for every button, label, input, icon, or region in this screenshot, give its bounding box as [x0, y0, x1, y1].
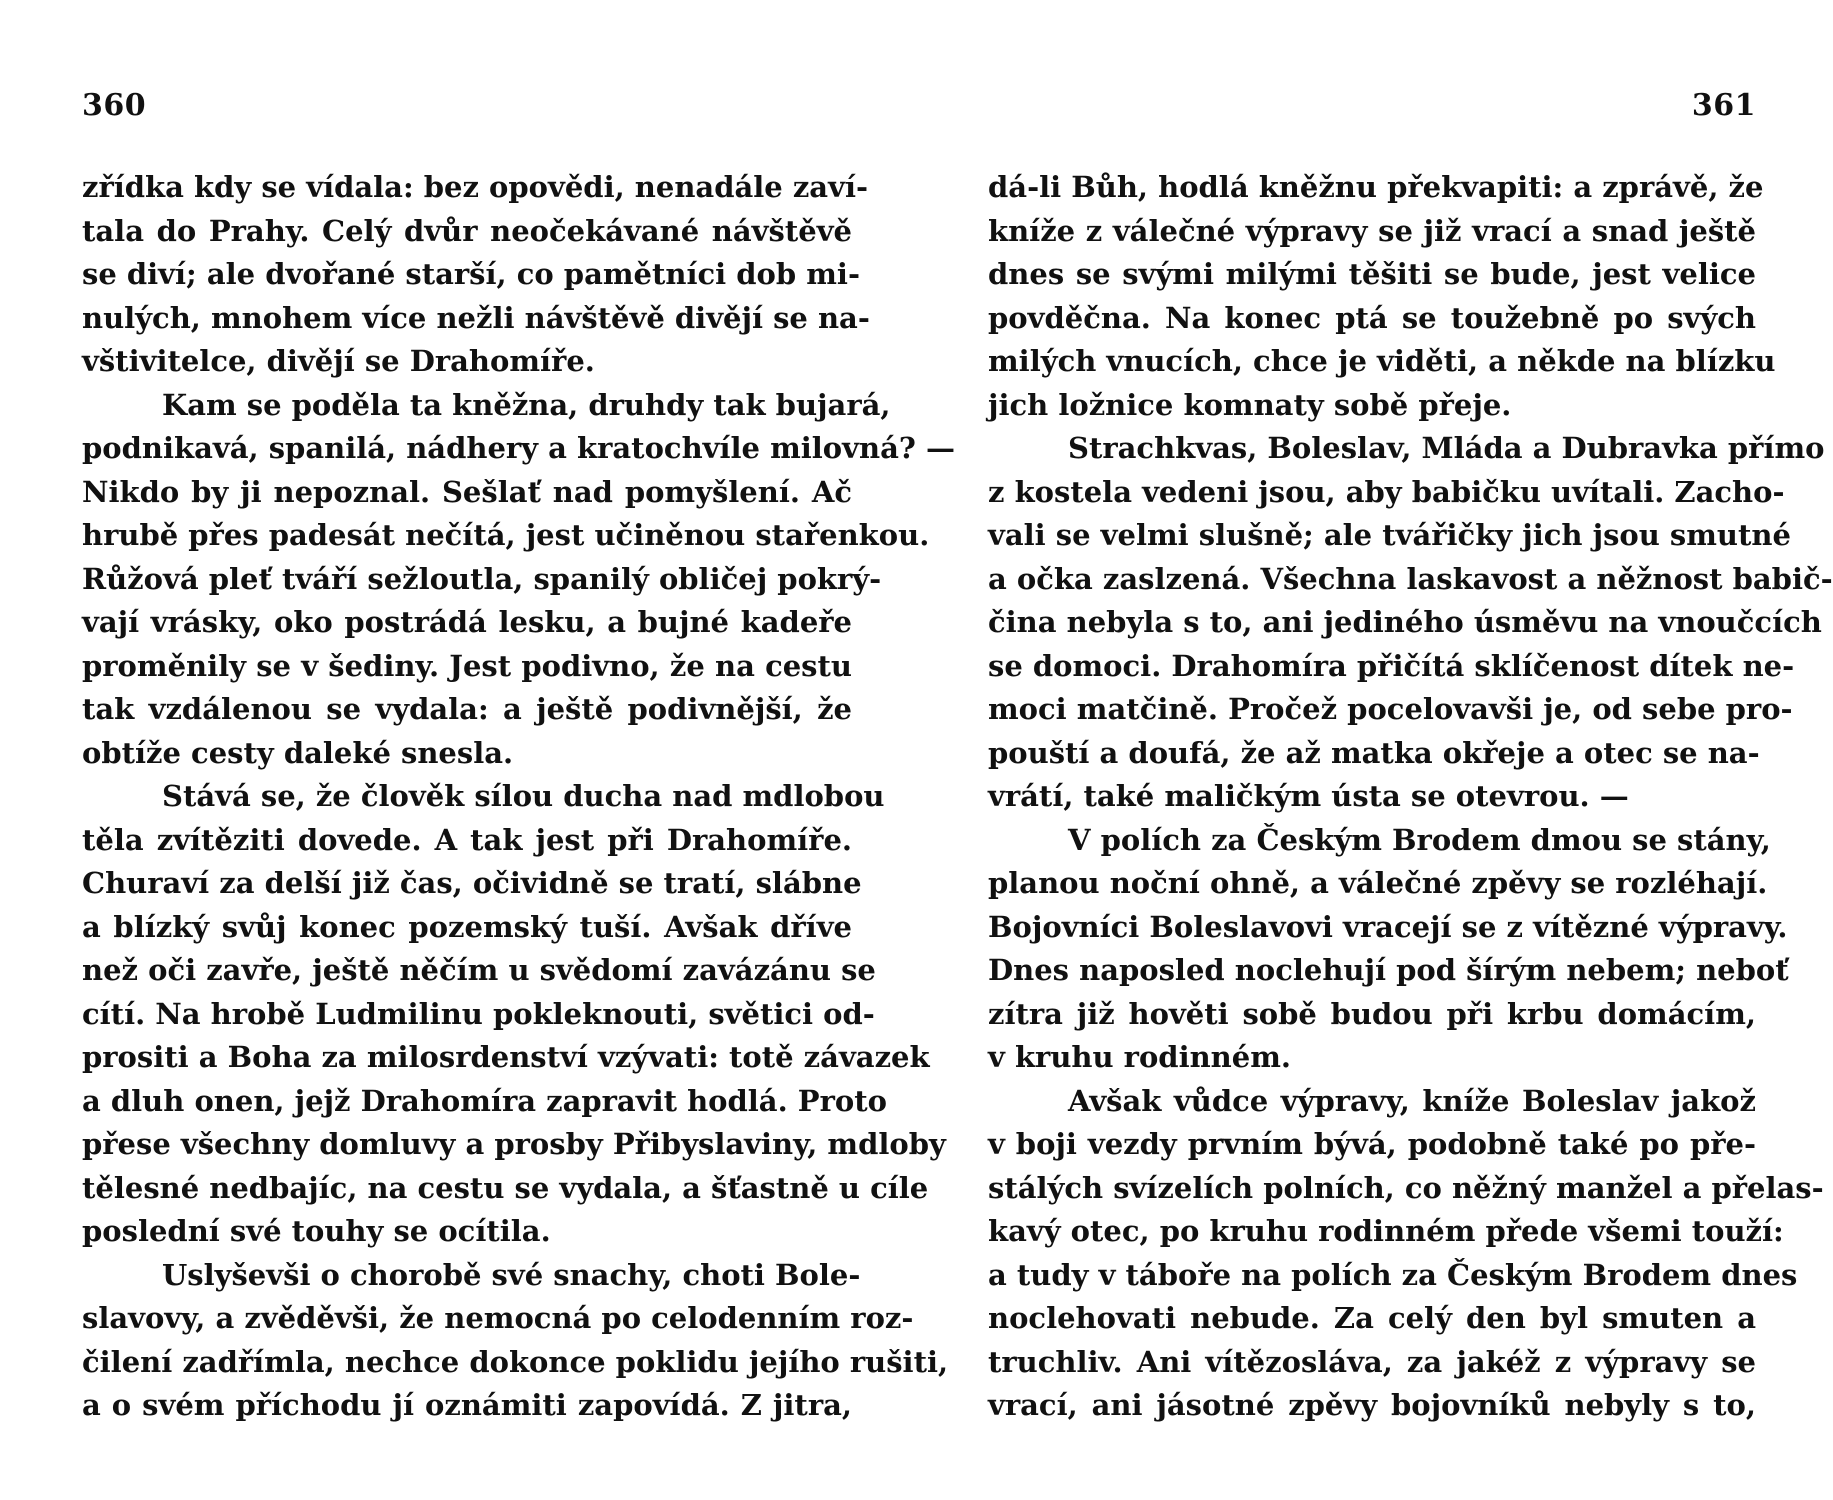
text-line: pouští a doufá, že až matka okřeje a otec se na-: [988, 735, 1760, 770]
text-line: přese všechny domluvy a prosby Přibyslaviny, mdloby: [82, 1127, 946, 1161]
text-line: čilení zadřímla, nechce dokonce poklidu jejího rušiti,: [82, 1344, 949, 1379]
text-line: Uslyševši o chorobě své snachy, choti Bole-: [162, 1257, 861, 1292]
text-line: Nikdo by ji nepoznal. Sešlať nad pomyšlení. Ač: [82, 474, 852, 509]
text-line: planou noční ohně, a válečné zpěvy se rozléhají.: [988, 866, 1768, 900]
text-line: stálých svízelích polních, co něžný manžel a přelas-: [988, 1170, 1824, 1205]
text-line: dnes se svými milými těšiti se bude, jest velice: [988, 257, 1756, 291]
text-line: a blízký svůj konec pozemský tuší. Avšak dříve: [82, 909, 852, 944]
text-line: proměnily se v šediny. Jest podivno, že na cestu: [82, 648, 852, 683]
text-line: jich ložnice komnaty sobě přeje.: [988, 387, 1512, 422]
text-line: poslední své touhy se ocítila.: [82, 1214, 551, 1248]
text-line: kavý otec, po kruhu rodinném přede všemi touží:: [988, 1214, 1784, 1248]
text-line: nulých, mnohem více nežli návštěvě divějí se na-: [82, 300, 870, 335]
text-line: vštivitelce, divějí se Drahomíře.: [82, 344, 595, 378]
page-number-left: 360: [82, 88, 147, 123]
text-line: a očka zaslzená. Všechna laskavost a něžnost babič-: [988, 561, 1833, 596]
text-line: zítra již hověti sobě budou při krbu domácím,: [988, 996, 1756, 1031]
text-line: tělesné nedbajíc, na cestu se vydala, a šťastně u cíle: [82, 1170, 929, 1205]
text-line: se diví; ale dvořané starší, co pamětníci dob mi-: [82, 257, 860, 291]
text-line: v boji vezdy prvním bývá, podobně také po pře-: [988, 1127, 1756, 1161]
text-line: Stává se, že člověk sílou ducha nad mdlobou: [162, 779, 885, 813]
text-line: hrubě přes padesát nečítá, jest učiněnou stařenkou.: [82, 518, 930, 552]
text-line: v kruhu rodinném.: [988, 1040, 1291, 1074]
text-line: Avšak vůdce výpravy, kníže Boleslav jakož: [1068, 1083, 1756, 1118]
text-line: než oči zavře, ještě něčím u svědomí zavázánu se: [82, 953, 876, 987]
text-line: dá-li Bůh, hodlá kněžnu překvapiti: a zprávě, že: [988, 170, 1764, 204]
text-line: vrátí, také maličkým ústa se otevrou. —: [988, 779, 1629, 813]
text-line: noclehovati nebude. Za celý den byl smuten a: [988, 1301, 1756, 1335]
text-line: a tudy v táboře na polích za Českým Brodem dnes: [988, 1257, 1798, 1292]
text-line: milých vnucích, chce je viděti, a někde na blízku: [988, 344, 1776, 378]
text-line: a o svém příchodu jí oznámiti zapovídá. Z jitra,: [82, 1388, 852, 1422]
page-number-right: 361: [1691, 88, 1756, 123]
text-line: prositi a Boha za milosrdenství vzývati: totě závazek: [82, 1040, 930, 1074]
text-line: Kam se poděla ta kněžna, druhdy tak bujará,: [162, 387, 891, 422]
text-line: moci matčině. Pročež pocelovavši je, od sebe pro-: [988, 692, 1793, 726]
text-line: Bojovníci Boleslavovi vracejí se z vítězné výpravy.: [988, 909, 1788, 944]
text-line: kníže z válečné výpravy se již vrací a snad ještě: [988, 213, 1756, 248]
text-line: tala do Prahy. Celý dvůr neočekávané návštěvě: [82, 213, 852, 248]
text-line: obtíže cesty daleké snesla.: [82, 735, 514, 770]
text-line: vrací, ani jásotné zpěvy bojovníků nebyly s to,: [988, 1388, 1756, 1422]
text-line: povděčna. Na konec ptá se toužebně po svých: [988, 300, 1756, 335]
text-line: truchliv. Ani vítězosláva, za jakéž z výpravy se: [988, 1344, 1756, 1379]
text-line: se domoci. Drahomíra přičítá sklíčenost dítek ne-: [988, 648, 1795, 683]
text-line: z kostela vedeni jsou, aby babičku uvítali. Zacho-: [988, 474, 1785, 509]
left-page-text: [82, 166, 955, 1428]
text-line: tak vzdálenou se vydala: a ještě podivnější, že: [82, 692, 852, 726]
text-line: těla zvítěziti dovede. A tak jest při Drahomíře.: [82, 822, 852, 857]
right-page: [988, 0, 1833, 1500]
text-line: Churaví za delší již čas, očividně se tratí, slábne: [82, 866, 862, 900]
text-line: a dluh onen, jejž Drahomíra zapravit hodlá. Proto: [82, 1083, 887, 1118]
right-page-text: [988, 166, 1833, 1428]
text-line: Růžová pleť tváří sežloutla, spanilý obličej pokrý-: [82, 561, 882, 596]
text-line: zřídka kdy se vídala: bez opovědi, nenadále zaví-: [82, 170, 869, 204]
left-page: [82, 0, 955, 1500]
text-line: čina nebyla s to, ani jediného úsměvu na vnoučcích: [988, 605, 1822, 639]
text-line: V polích za Českým Brodem dmou se stány,: [1068, 822, 1771, 857]
text-line: slavovy, a zvěděvši, že nemocná po celodenním roz-: [82, 1301, 914, 1335]
text-line: cítí. Na hrobě Ludmilinu pokleknouti, světici od-: [82, 996, 875, 1031]
text-line: Strachkvas, Boleslav, Mláda a Dubravka přímo: [1068, 431, 1825, 465]
text-line: vali se velmi slušně; ale tvářičky jich jsou smutné: [988, 518, 1791, 552]
text-line: vají vrásky, oko postrádá lesku, a bujné kadeře: [82, 605, 852, 639]
text-line: podnikavá, spanilá, nádhery a kratochvíle milovná? —: [82, 431, 955, 465]
text-line: Dnes naposled noclehují pod šírým nebem; neboť: [988, 953, 1789, 987]
